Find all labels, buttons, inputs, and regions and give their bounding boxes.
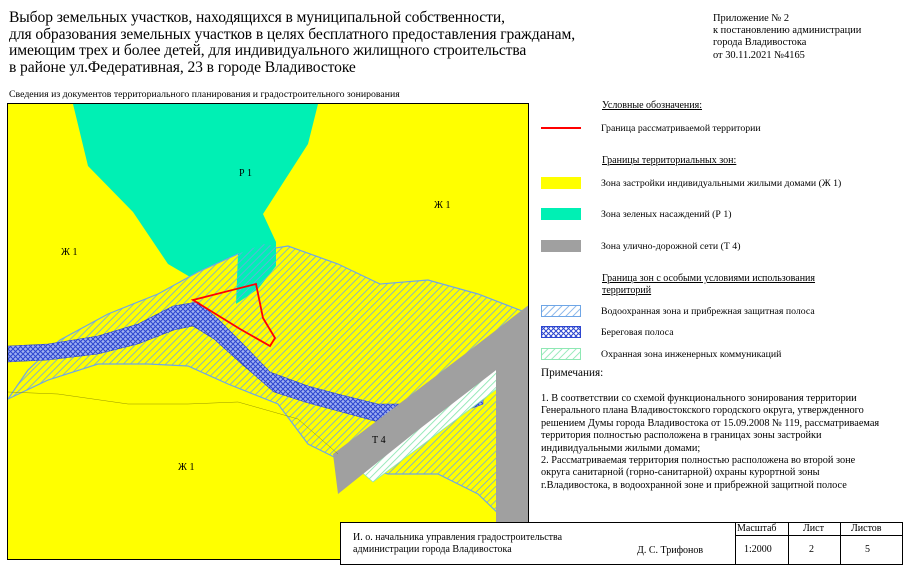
notes-heading: Примечания: [541,367,604,379]
stamp-position-line: администрации города Владивостока [353,544,512,555]
legend-zones-title: Границы территориальных зон: [602,155,737,166]
legend-label: Зона зеленых насаждений (Р 1) [601,209,732,220]
utility-zone-swatch [541,348,581,360]
appendix-block [713,13,903,62]
page-title [9,10,689,76]
appendix-line: города Владивостока [713,37,807,49]
water-zone-swatch [541,305,581,317]
legend-label: Водоохранная зона и прибрежная защитная полоса [601,306,815,317]
stamp-scale-header: Масштаб [737,523,777,534]
legend-special-title-line: территорий [602,285,652,296]
map-canvas [8,104,529,560]
shore-strip-swatch [541,326,581,338]
map-subtitle: Сведения из документов территориального планирования и градостроительного зонирования [9,89,400,100]
stamp-sheet-value: 2 [809,544,814,555]
title-block [340,522,903,565]
notes-body [541,393,881,492]
legend-label: Зона застройки индивидуальными жилыми домами (Ж 1) [601,178,842,189]
title-line: в районе ул.Федеративная, 23 в городе Владивостоке [9,58,356,76]
r1-swatch [541,208,581,220]
zone-label-zh1-top-right: Ж 1 [434,200,451,211]
appendix-line: от 30.11.2021 №4165 [713,49,805,61]
zone-label-t4: Т 4 [372,435,386,446]
stamp-sheets-value: 5 [865,544,870,555]
title-line: Выбор земельных участков, находящихся в муниципальной собственности, [9,9,505,26]
stamp-sheets-header: Листов [851,523,882,534]
zh1-swatch [541,177,581,189]
stamp-scale-value: 1:2000 [744,544,772,555]
legend-title: Условные обозначения: [602,100,703,111]
t4-swatch [541,240,581,252]
appendix-line: к постановлению администрации [713,25,862,37]
legend-label: Береговая полоса [601,327,674,338]
zone-label-zh1-bottom: Ж 1 [178,462,195,473]
appendix-line: Приложение № 2 [713,13,790,24]
stamp-signer: Д. С. Трифонов [637,545,704,556]
note-item: 2. Рассматриваемая территория полностью расположена во второй зоне округа санитарной (горно-санитарной) охраны курортной зоны г.Владивостока, в водоохранной зоне и прибрежной защитной полосе [541,455,856,491]
stamp-sheet-header: Лист [803,523,824,534]
legend-special-title-line: Граница зон с особыми условиями использования [602,273,816,284]
legend-special-title [602,273,815,297]
legend-label: Охранная зона инженерных коммуникаций [601,349,782,360]
zone-label-zh1-left: Ж 1 [61,247,78,258]
zoning-map [7,103,529,560]
legend-label: Зона улично-дорожной сети (Т 4) [601,241,741,252]
title-line: имеющим трех и более детей, для индивидуального жилищного строительства [9,42,527,59]
zone-label-p1: Р 1 [239,168,253,179]
note-item: 1. В соответствии со схемой функционального зонирования территории Генерального плана Владивостокского городского округа, утвержденного решением Думы города Владивостока от 15.09.2008 № 119, рассматриваемая территория полностью расположена в границах зоны застройки индивидуальными жилыми домами; [541,393,880,454]
legend-label: Граница рассматриваемой территории [601,123,761,134]
stamp-position [353,532,653,556]
stamp-position-line: И. о. начальника управления градостроительства [353,532,563,543]
title-line: для образования земельных участков в целях бесплатного предоставления гражданам, [9,25,576,43]
boundary-swatch [541,127,581,129]
